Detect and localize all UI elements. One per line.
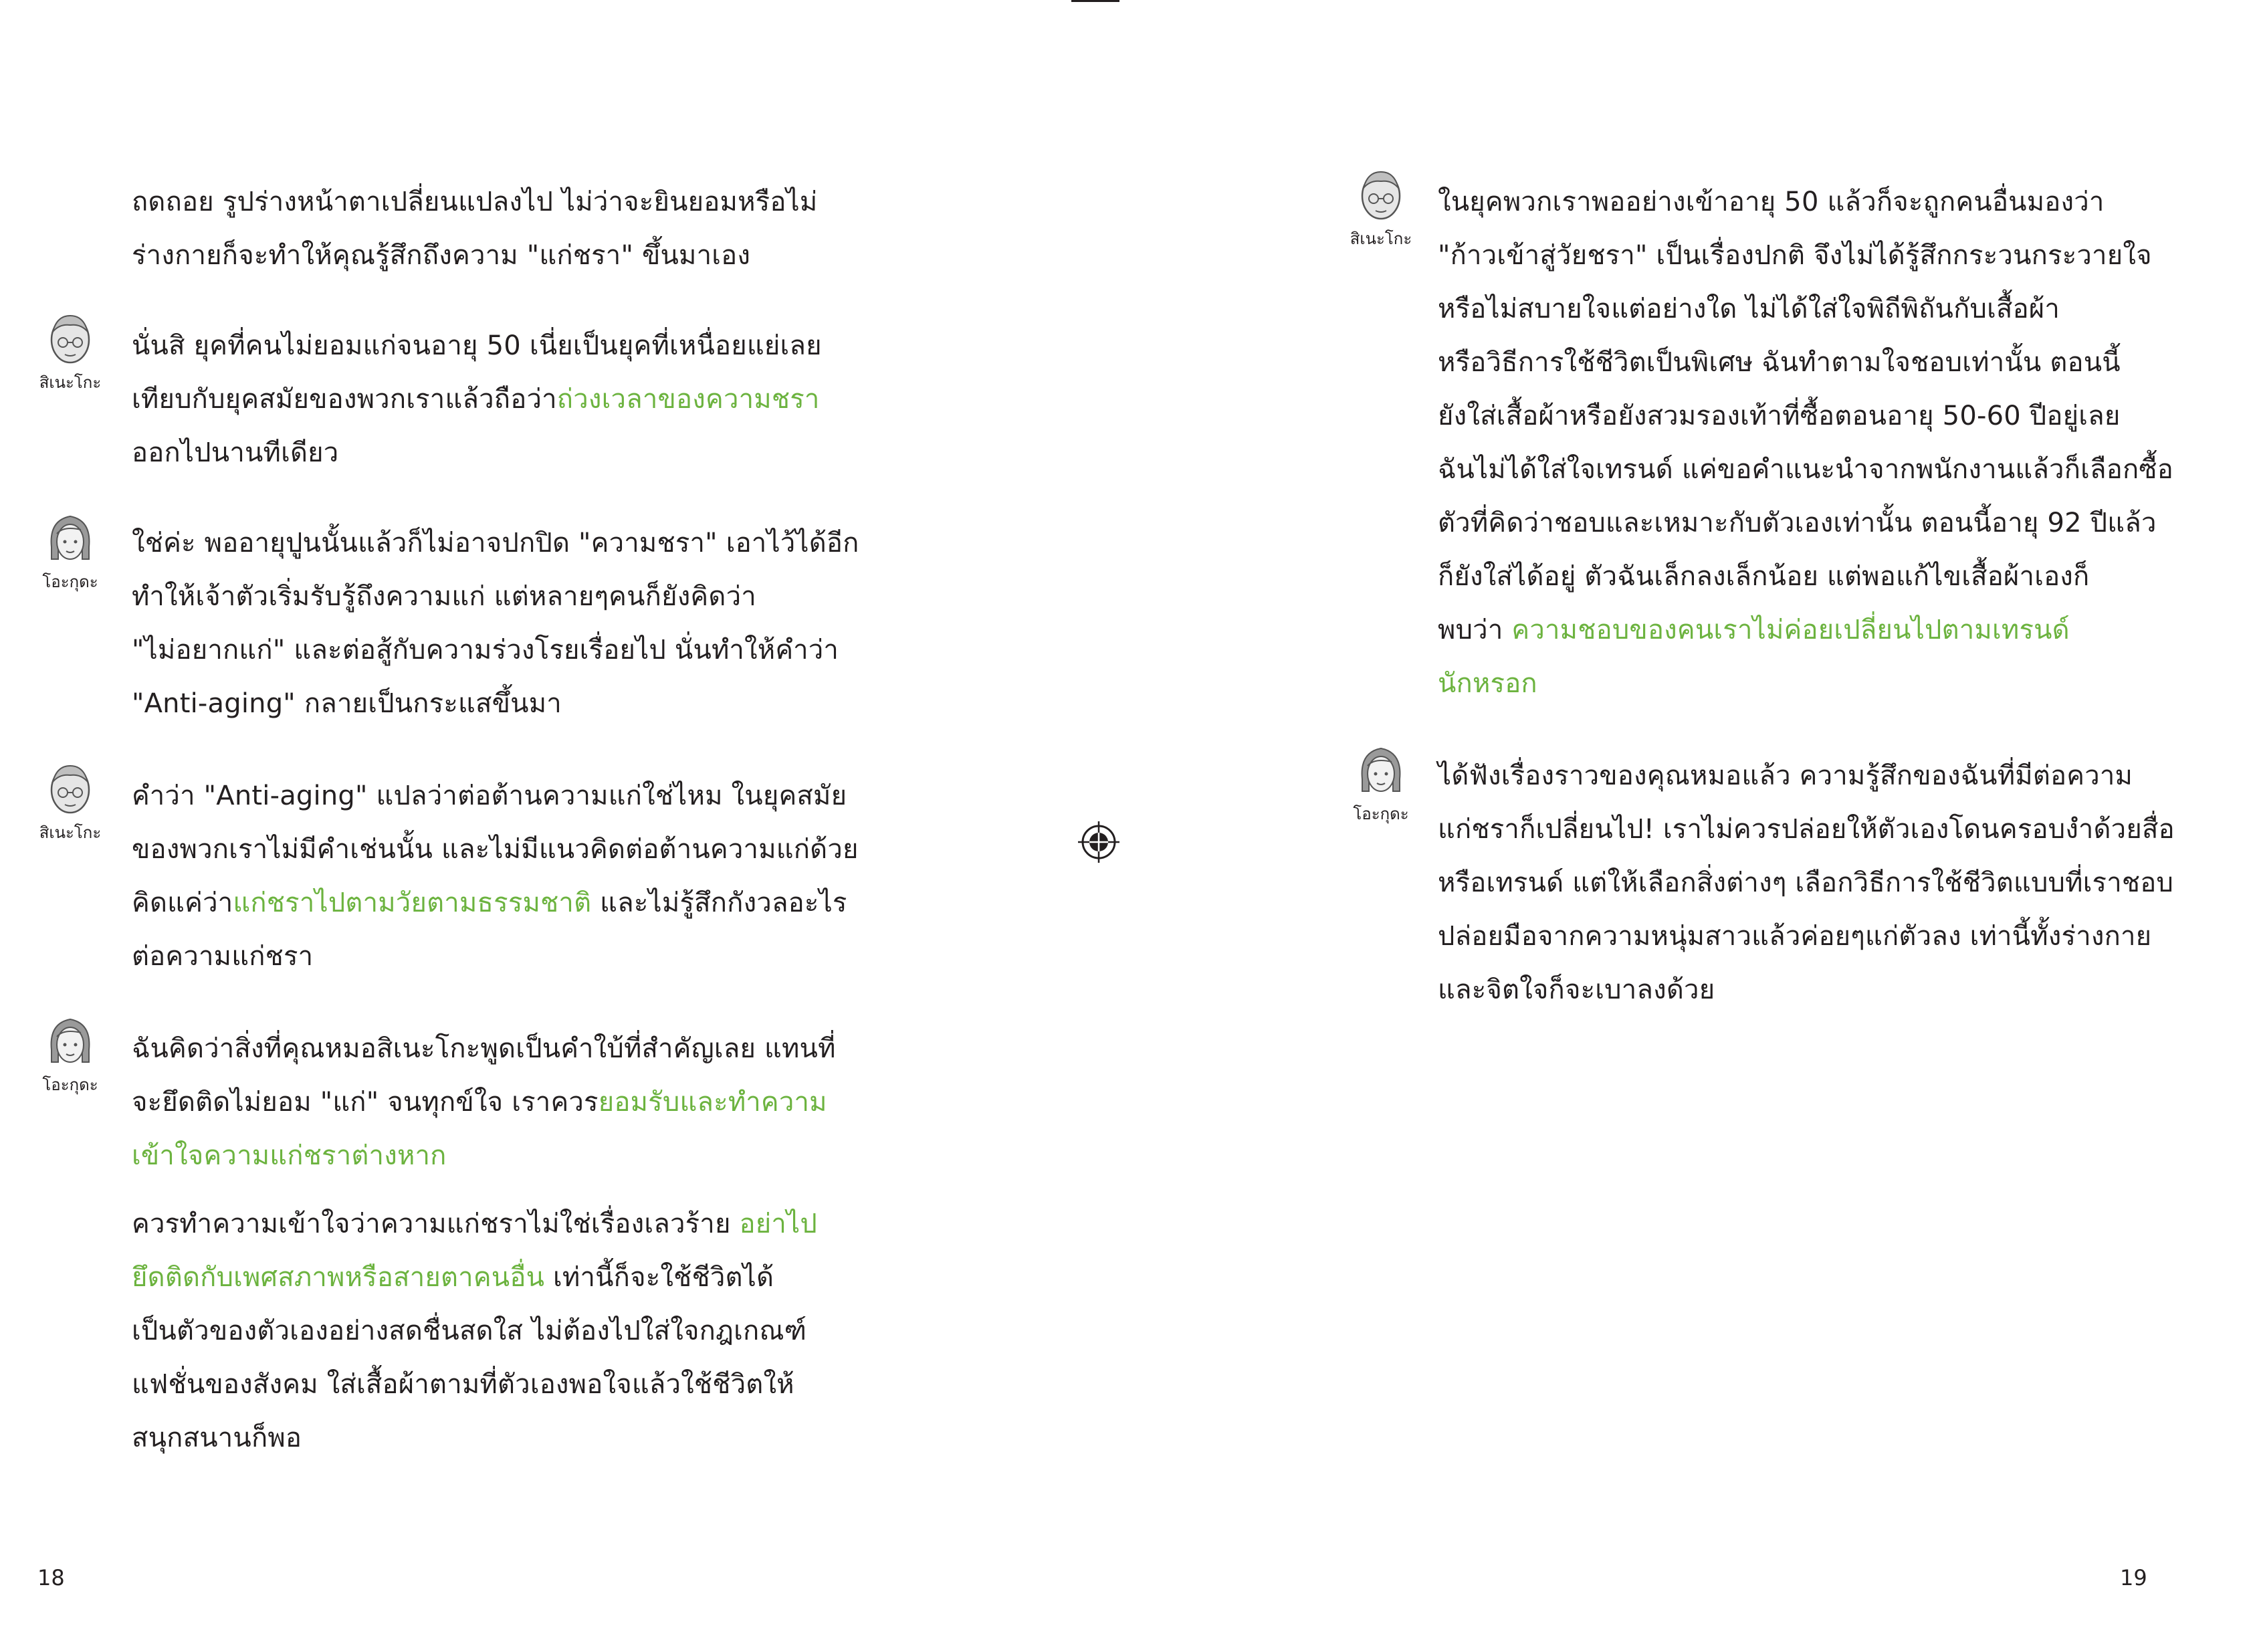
body-text: "ไม่อยากแก่" และต่อสู้กับความร่วงโรยเรื่อยไป นั่นทำให้คำว่า [132,635,839,665]
text-line [132,1022,836,1075]
body-text: เท่านี้ก็จะใช้ชีวิตได้ [544,1262,774,1293]
text-line [132,769,859,823]
text-line [132,823,859,876]
text-line [1438,603,2173,657]
body-text: ยังใส่เสื้อผ้าหรือยังสวมรองเท้าที่ซื้อตอนอายุ 50-60 ปีอยู่เลย [1438,401,2121,431]
body-text: ฉันไม่ได้ใส่ใจเทรนด์ แค่ขอคำแนะนำจากพนักงานแล้วก็เลือกซื้อ [1438,454,2173,485]
body-text: นั่นสิ ยุคที่คนไม่ยอมแก่จนอายุ 50 เนี่ยเป็นยุคที่เหนื่อยแย่เลย [132,330,822,361]
crop-mark [1071,0,1119,2]
left-paragraph-3 [132,516,859,730]
text-line [132,373,822,426]
body-text: ทำให้เจ้าตัวเริ่มรับรู้ถึงความแก่ แต่หลายๆคนก็ยังคิดว่า [132,581,756,612]
left-paragraph-1 [132,175,817,282]
highlighted-text: ยอมรับและทำความ [598,1087,827,1118]
text-line [132,677,859,730]
text-line [132,175,817,229]
paragraph-text [132,1197,817,1465]
paragraph-text [132,516,859,730]
left-paragraph-2 [132,319,822,480]
speaker-name: สิเนะโกะ [39,373,102,392]
body-text: ก็ยังใส่ได้อยู่ ตัวฉันเล็กลงเล็กน้อย แต่พอแก้ไขเสื้อผ้าเองก็ [1438,561,2090,592]
speaker-name: โอะกุดะ [1353,805,1409,823]
speaker-name: โอะกุดะ [42,1075,98,1094]
body-text: และไม่รู้สึกกังวลอะไร [591,888,847,918]
text-line [1438,657,2173,710]
elderly-woman-glasses-icon [1354,164,1408,225]
woman-bob-hair-icon [43,507,97,569]
woman-bob-hair-icon [1354,739,1408,801]
text-line [132,1358,817,1411]
text-line [132,876,859,930]
paragraph-text [132,175,817,282]
speaker-doctor-2 [33,758,107,843]
right-paragraph-1 [1438,175,2173,710]
paragraph-text [132,769,859,983]
text-line [132,1129,836,1182]
highlighted-text: ถ่วงเวลาของความชรา [556,384,820,415]
speaker-name: สิเนะโกะ [39,823,102,842]
right-paragraph-2 [1438,749,2175,1017]
registration-mark-icon [1078,821,1119,863]
body-text: พบว่า [1438,615,1512,645]
text-line [1438,282,2173,336]
text-line [1438,749,2175,803]
text-line [132,570,859,623]
text-line [1438,443,2173,496]
highlighted-text: เข้าใจความแก่ชราต่างหาก [132,1140,447,1171]
page-number-right: 19 [2120,1565,2147,1590]
body-text: ตัวที่คิดว่าชอบและเหมาะกับตัวเองเท่านั้น ตอนนี้อายุ 92 ปีแล้ว [1438,508,2157,538]
highlighted-text: อย่าไป [739,1209,817,1239]
body-text: หรือไม่สบายใจแต่อย่างใด ไม่ได้ใส่ใจพิถีพิถันกับเสื้อผ้า [1438,294,2060,324]
body-text: จะยึดติดไม่ยอม "แก่" จนทุกข์ใจ เราควร [132,1087,599,1118]
paragraph-text [132,1022,836,1182]
body-text: คำว่า "Anti-aging" แปลว่าต่อต้านความแก่ใช่ไหม ในยุคสมัย [132,781,847,811]
body-text: เทียบกับยุคสมัยของพวกเราแล้วถือว่า [132,384,557,415]
speaker-writer-2 [33,1010,107,1096]
text-line [1438,550,2173,603]
body-text: คิดแค่ว่า [132,888,233,918]
speaker-name: สิเนะโกะ [1350,229,1412,248]
text-line [132,930,859,983]
text-line [1438,803,2175,856]
highlighted-text: แก่ชราไปตามวัยตามธรรมชาติ [233,888,592,918]
text-line [1438,336,2173,389]
body-text: ฉันคิดว่าสิ่งที่คุณหมอสิเนะโกะพูดเป็นคำใบ้ที่สำคัญเลย แทนที่ [132,1033,836,1064]
text-line [132,426,822,480]
body-text: "ก้าวเข้าสู่วัยชรา" เป็นเรื่องปกติ จึงไม่ได้รู้สึกกระวนกระวายใจ [1438,240,2152,271]
text-line [132,516,859,570]
body-text: แก่ชราก็เปลี่ยนไป! เราไม่ควรปล่อยให้ตัวเองโดนครอบงำด้วยสื่อ [1438,814,2175,845]
body-text: และจิตใจก็จะเบาลงด้วย [1438,974,1715,1005]
text-line [1438,856,2175,910]
text-line [1438,389,2173,443]
text-line [1438,910,2175,963]
body-text: ปล่อยมือจากความหนุ่มสาวแล้วค่อยๆแก่ตัวลง เท่านี้ทั้งร่างกาย [1438,921,2152,952]
body-text: ออกไปนานทีเดียว [132,437,339,468]
body-text: ใช่ค่ะ พออายุปูนนั้นแล้วก็ไม่อาจปกปิด "ความชรา" เอาไว้ได้อีก [132,528,859,558]
speaker-doctor-3 [1344,164,1418,249]
body-text: สนุกสนานก็พอ [132,1423,302,1453]
text-line [132,1411,817,1465]
speaker-writer-1 [33,507,107,593]
text-line [132,1304,817,1358]
text-line [132,1075,836,1129]
body-text: แฟชั่นของสังคม ใส่เสื้อผ้าตามที่ตัวเองพอใจแล้วใช้ชีวิตให้ [132,1369,794,1400]
body-text: ร่างกายก็จะทำให้คุณรู้สึกถึงความ "แก่ชรา" ขึ้นมาเอง [132,240,751,271]
left-paragraph-5 [132,1022,836,1182]
speaker-doctor-1 [33,308,107,393]
page-number-left: 18 [37,1565,65,1590]
text-line [132,319,822,373]
body-text: "Anti-aging" กลายเป็นกระแสขึ้นมา [132,688,562,719]
paragraph-text [1438,175,2173,710]
paragraph-text [132,319,822,480]
woman-bob-hair-icon [43,1010,97,1071]
body-text: ของพวกเราไม่มีคำเช่นนั้น และไม่มีแนวคิดต่อต้านความแก่ด้วย [132,834,859,865]
left-paragraph-6 [132,1197,817,1465]
body-text: ควรทำความเข้าใจว่าความแก่ชราไม่ใช่เรื่องเลวร้าย [132,1209,740,1239]
text-line [132,623,859,677]
text-line [132,229,817,282]
speaker-name: โอะกุดะ [42,573,98,591]
text-line [1438,229,2173,282]
body-text: หรือเทรนด์ แต่ให้เลือกสิ่งต่างๆ เลือกวิธีการใช้ชีวิตแบบที่เราชอบ [1438,867,2174,898]
paragraph-text [1438,749,2175,1017]
left-paragraph-4 [132,769,859,983]
body-text: ถดถอย รูปร่างหน้าตาเปลี่ยนแปลงไป ไม่ว่าจะยินยอมหรือไม่ [132,187,818,217]
highlighted-text: นักหรอก [1438,668,1537,699]
body-text: เป็นตัวของตัวเองอย่างสดชื่นสดใส ไม่ต้องไปใส่ใจกฎเกณฑ์ [132,1316,807,1346]
speaker-writer-3 [1344,739,1418,825]
text-line [1438,963,2175,1017]
highlighted-text: ความชอบของคนเราไม่ค่อยเปลี่ยนไปตามเทรนด์ [1511,615,2070,645]
body-text: ได้ฟังเรื่องราวของคุณหมอแล้ว ความรู้สึกของฉันที่มีต่อความ [1438,760,2133,791]
body-text: ในยุคพวกเราพออย่างเข้าอายุ 50 แล้วก็จะถูกคนอื่นมองว่า [1438,187,2105,217]
text-line [132,1197,817,1251]
elderly-woman-glasses-icon [43,758,97,819]
highlighted-text: ยึดติดกับเพศสภาพหรือสายตาคนอื่น [132,1262,545,1293]
text-line [1438,175,2173,229]
elderly-woman-glasses-icon [43,308,97,369]
body-text: ต่อความแก่ชรา [132,941,314,972]
body-text: หรือวิธีการใช้ชีวิตเป็นพิเศษ ฉันทำตามใจชอบเท่านั้น ตอนนี้ [1438,347,2121,378]
text-line [132,1251,817,1304]
text-line [1438,496,2173,550]
